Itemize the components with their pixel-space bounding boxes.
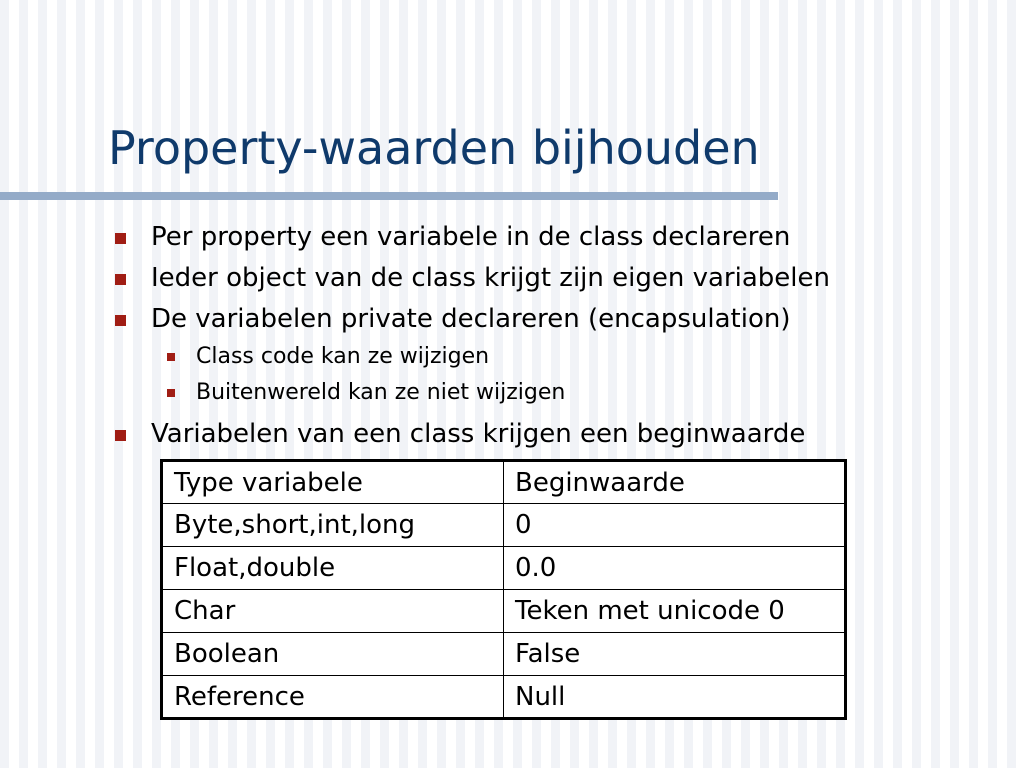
table-header-row [162, 461, 846, 504]
square-bullet-icon [167, 389, 175, 397]
table-cell-type: Reference [162, 676, 504, 719]
bullet-item [151, 301, 791, 337]
header-cell-initial-value: Beginwaarde [504, 461, 846, 504]
table-cell-value: Null [504, 676, 846, 719]
initial-values-table [160, 459, 847, 720]
table-cell-type: Byte,short,int,long [162, 504, 504, 547]
table-cell-value: Teken met unicode 0 [504, 590, 846, 633]
table-row [162, 590, 846, 633]
bullet-text: Per property een variabele in de class declareren [151, 222, 791, 252]
initial-values-table-container [160, 459, 847, 720]
sub-bullet-text: Class code kan ze wijzigen [196, 344, 490, 369]
sub-bullet-item [196, 378, 565, 408]
bullet-item [151, 260, 830, 296]
sub-bullet-item [196, 342, 489, 372]
table-row [162, 547, 846, 590]
table-row [162, 633, 846, 676]
slide-title: Property-waarden bijhouden [108, 121, 760, 175]
square-bullet-icon [115, 233, 126, 244]
table-cell-value: False [504, 633, 846, 676]
header-cell-type: Type variabele [162, 461, 504, 504]
square-bullet-icon [115, 430, 126, 441]
square-bullet-icon [115, 274, 126, 285]
table-row [162, 504, 846, 547]
table-cell-value: 0 [504, 504, 846, 547]
table-cell-type: Float,double [162, 547, 504, 590]
table-cell-value: 0.0 [504, 547, 846, 590]
bullet-item [151, 416, 805, 452]
title-underline-bar [0, 192, 778, 200]
table-cell-type: Char [162, 590, 504, 633]
sub-bullet-text: Buitenwereld kan ze niet wijzigen [196, 380, 566, 405]
bullet-text: Variabelen van een class krijgen een beginwaarde [151, 419, 806, 449]
bullet-item [151, 219, 790, 255]
table-row [162, 676, 846, 719]
bullet-text: De variabelen private declareren (encapsulation) [151, 304, 791, 334]
table-cell-type: Boolean [162, 633, 504, 676]
square-bullet-icon [115, 315, 126, 326]
bullet-text: Ieder object van de class krijgt zijn eigen variabelen [151, 263, 830, 293]
square-bullet-icon [167, 353, 175, 361]
